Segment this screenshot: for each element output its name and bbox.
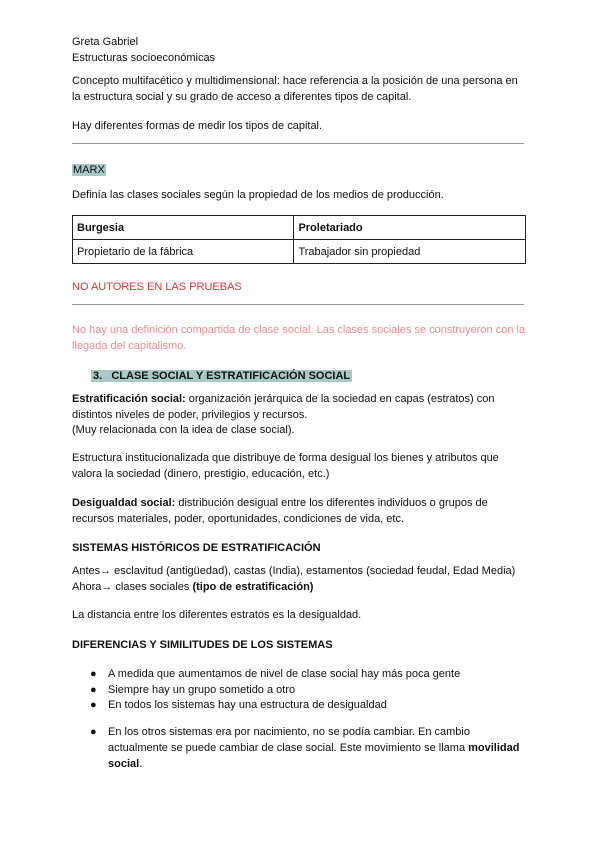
movilidad-term: movilidad social	[108, 742, 520, 770]
estratificacion-note: (Muy relacionada con la idea de clase social).	[72, 424, 295, 436]
author-name: Greta Gabriel	[72, 36, 139, 48]
marx-label: MARX	[73, 164, 105, 176]
section-title: CLASE SOCIAL Y ESTRATIFICACIÓN SOCIAL	[111, 370, 351, 382]
list-item-text	[108, 724, 530, 772]
movilidad-text: En los otros sistemas era por nacimiento, no se podía cambiar. En cambio actualmente se puede cambiar de clase social. Este movimiento se llama	[108, 726, 470, 754]
list-item-text: Siempre hay un grupo sometido a otro	[108, 684, 296, 696]
marx-text: Definía las clases sociales según la propiedad de los medios de producción.	[72, 189, 444, 201]
desigualdad-paragraph	[72, 495, 528, 527]
class-table	[72, 215, 526, 264]
divider-1	[72, 143, 524, 144]
estructura-paragraph: Estructura institucionalizada que distribuye de forma desigual los bienes y atributos que valora la sociedad (dinero, prestigio, educación, etc.)	[72, 452, 499, 480]
section-3-heading	[91, 368, 491, 384]
table-header-cell: Burgesia	[73, 216, 294, 240]
list-item	[90, 682, 530, 698]
table-row	[73, 240, 526, 264]
estratificacion-paragraph	[72, 391, 528, 423]
section-number: 3.	[93, 370, 103, 382]
sistemas-ahora	[72, 579, 528, 595]
sistemas-ahora-bold: (tipo de estratificación)	[192, 581, 314, 593]
bullet-icon: ●	[90, 699, 97, 711]
list-item-text: A medida que aumentamos de nivel de clase social hay más poca gente	[108, 668, 461, 680]
diferencias-heading: DIFERENCIAS Y SIMILITUDES DE LOS SISTEMAS	[72, 639, 333, 651]
sistemas-heading: SISTEMAS HISTÓRICOS DE ESTRATIFICACIÓN	[72, 542, 321, 554]
intro-definition: Concepto multifacético y multidimensional: hace referencia a la posición de una persona en la estructura social y su grado de acceso a diferentes tipos de capital.	[72, 75, 518, 103]
divider-2	[72, 304, 524, 305]
bullet-icon: ●	[90, 726, 97, 738]
list-item-text: En todos los sistemas hay una estructura de desigualdad	[108, 699, 387, 711]
movilidad-end: .	[139, 758, 143, 770]
list-item	[90, 666, 530, 682]
list-item	[90, 724, 530, 772]
estratificacion-term: Estratificación social:	[72, 393, 186, 405]
sistemas-antes: Antes→ esclavitud (antigüedad), castas (India), estamentos (sociedad feudal, Edad Media)	[72, 565, 516, 577]
sistemas-ahora-text: Ahora→ clases sociales	[72, 581, 193, 593]
table-header-cell: Proletariado	[294, 216, 526, 240]
desigualdad-def: distribución desigual entre los diferentes individuos o grupos de recursos materiales, poder, oportunidades, condiciones de vida, etc.	[72, 497, 488, 525]
table-cell: Propietario de la fábrica	[73, 240, 294, 264]
intro-measure: Hay diferentes formas de medir los tipos de capital.	[72, 120, 323, 132]
desigualdad-term: Desigualdad social:	[72, 497, 176, 509]
bullet-icon: ●	[90, 684, 97, 696]
list-item	[90, 697, 530, 713]
bullet-icon: ●	[90, 668, 97, 680]
table-header-row	[73, 216, 526, 240]
marx-label-wrap	[72, 162, 528, 178]
sistemas-distancia: La distancia entre los diferentes estratos es la desigualdad.	[72, 609, 362, 621]
pink-note: No hay una definición compartida de clase social. Las clases sociales se construyeron con la llegada del capitalismo.	[72, 324, 526, 352]
estratificacion-def: organización jerárquica de la sociedad en capas (estratos) con distintos niveles de poder, privilegios y recursos.	[72, 393, 495, 421]
notice-text: NO AUTORES EN LAS PRUEBAS	[72, 281, 242, 293]
table-cell: Trabajador sin propiedad	[294, 240, 526, 264]
document-topic: Estructuras socioeconómicas	[72, 52, 216, 64]
